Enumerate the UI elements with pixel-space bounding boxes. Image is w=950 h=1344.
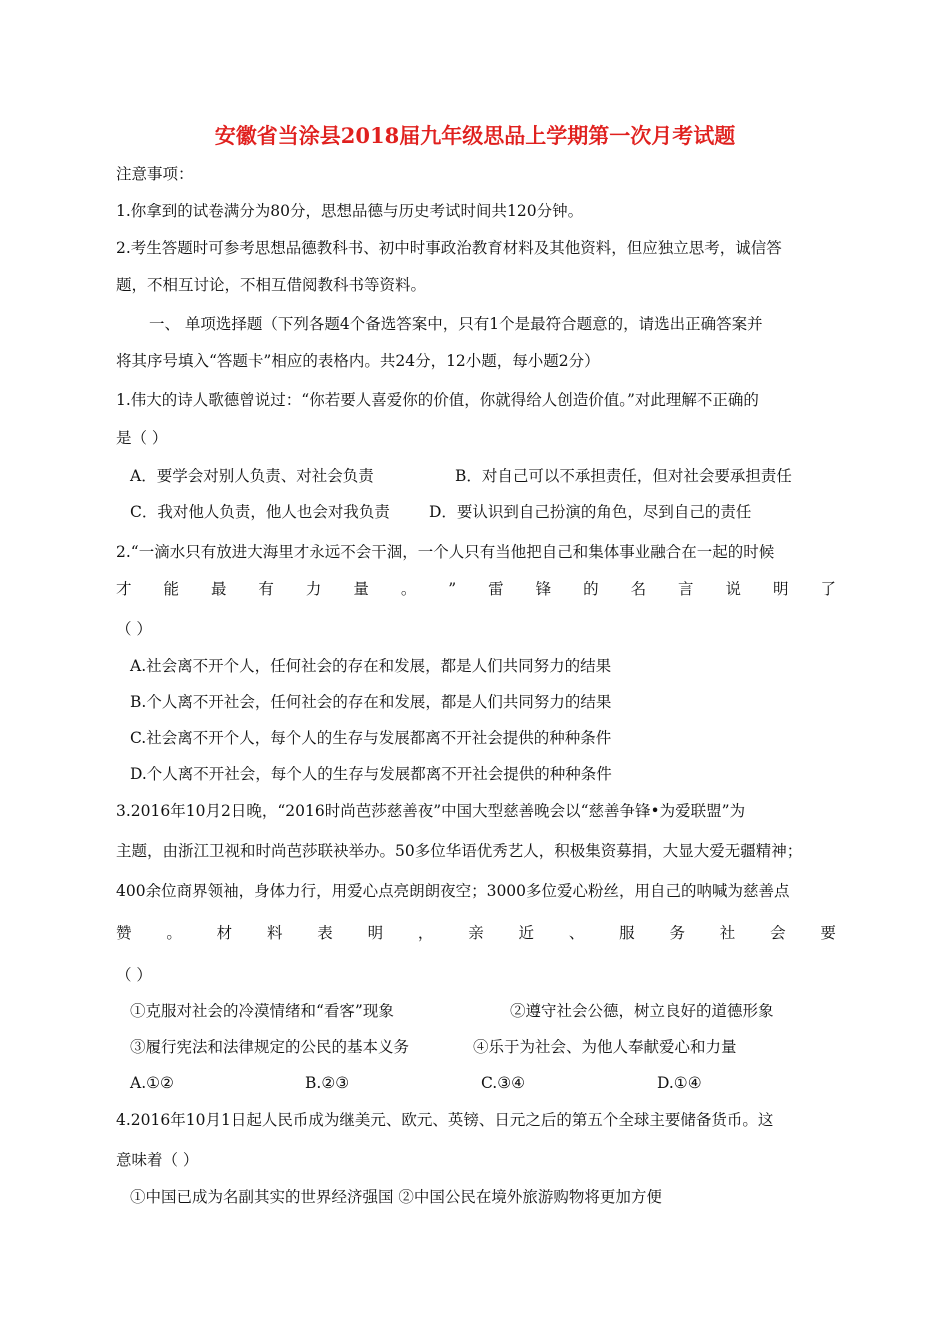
stem-char: 有: [258, 580, 274, 598]
answer-blank: 是（ ）: [116, 429, 168, 447]
question-stem: 2.“一滴水只有放进大海里才永远不会干涸，一个人只有当他把自己和集体事业融合在一起的时候: [116, 543, 775, 561]
stem-char: 的: [583, 580, 599, 598]
stem-char: 说: [725, 580, 742, 598]
option-a: A.社会离不开个人，任何社会的存在和发展，都是人们共同努力的结果: [130, 657, 612, 675]
notes-heading: 注意事项：: [116, 165, 194, 183]
stem-char: 、: [568, 924, 585, 942]
stem-char: 赞: [116, 924, 132, 942]
stem-char: 会: [770, 924, 786, 942]
section-heading: 一、 单项选择题（下列各题4个备选答案中，只有1个是最符合题意的，请选出正确答案并: [149, 315, 763, 333]
stem-char: 锋: [535, 580, 552, 598]
stem-char: 能: [163, 580, 179, 598]
stem-char: 材: [216, 924, 233, 942]
answer-blank: （ ）: [116, 620, 152, 638]
stem-char: 力: [305, 580, 322, 598]
stem-char: 亲: [468, 924, 484, 942]
stem-char: 言: [678, 580, 694, 598]
question-stem-justified: [116, 578, 836, 600]
stem-char: 表: [317, 924, 333, 942]
stem-char: 服: [619, 924, 635, 942]
option-a: A.①②: [130, 1074, 174, 1092]
question-stem-justified: [116, 922, 836, 944]
option-b: B．对自己可以不承担责任，但对社会要承担责任: [455, 467, 792, 485]
question-stem: 400余位商界领袖，身体力行，用爱心点亮朗朗夜空；3000多位爱心粉丝，用自己的呐喊为慈善点: [116, 882, 790, 900]
note-line: 1.你拿到的试卷满分为80分，思想品德与历史考试时间共120分钟。: [116, 202, 584, 220]
stem-char: 近: [518, 924, 535, 942]
stem-char: ”: [448, 580, 457, 598]
note-line: 2.考生答题时可参考思想品德教科书、初中时事政治教育材料及其他资料，但应独立思考，诚信答: [116, 239, 782, 257]
section-heading: 将其序号填入“答题卡”相应的表格内。共24分，12小题，每小题2分）: [116, 352, 600, 370]
option-a: A．要学会对别人负责、对社会负责: [130, 467, 374, 485]
page-title: 安徽省当涂县2018届九年级思品上学期第一次月考试题: [214, 123, 736, 148]
stem-char: 才: [116, 580, 132, 598]
question-stem: 4.2016年10月1日起人民币成为继美元、欧元、英镑、日元之后的第五个全球主要储备货币。这: [116, 1111, 774, 1129]
option-d: D.①④: [657, 1074, 702, 1092]
stem-char: 最: [210, 580, 227, 598]
stem-char: 社: [719, 924, 736, 942]
answer-blank: （ ）: [116, 966, 152, 984]
statement-item: ②遵守社会公德，树立良好的道德形象: [510, 1002, 774, 1020]
stem-char: 务: [669, 924, 685, 942]
stem-char: 名: [630, 580, 647, 598]
stem-char: 了: [820, 580, 836, 598]
answer-blank: 意味着（ ）: [116, 1151, 199, 1169]
option-d: D.个人离不开社会，每个人的生存与发展都离不开社会提供的种种条件: [130, 765, 612, 783]
stem-char: 要: [820, 924, 836, 942]
question-stem: 1.伟大的诗人歌德曾说过：“你若要人喜爱你的价值，你就得给人创造价值。”对此理解不正确的: [116, 391, 759, 409]
option-c: C.社会离不开个人，每个人的生存与发展都离不开社会提供的种种条件: [130, 729, 612, 747]
statement-item: ④乐于为社会、为他人奉献爱心和力量: [473, 1038, 737, 1056]
stem-char: 料: [266, 924, 283, 942]
option-c: C.③④: [481, 1074, 526, 1092]
statement-item: ③履行宪法和法律规定的公民的基本义务: [130, 1038, 410, 1056]
stem-char: 。: [400, 580, 417, 598]
stem-char: 量: [353, 580, 369, 598]
option-d: D．要认识到自己扮演的角色，尽到自己的责任: [429, 503, 752, 521]
option-c: C．我对他人负责，他人也会对我负责: [130, 503, 390, 521]
stem-char: ，: [417, 924, 434, 942]
option-b: B.②③: [305, 1074, 350, 1092]
option-b: B.个人离不开社会，任何社会的存在和发展，都是人们共同努力的结果: [130, 693, 612, 711]
statement-item: ①中国已成为名副其实的世界经济强国 ②中国公民在境外旅游购物将更加方便: [130, 1188, 662, 1206]
question-stem: 3.2016年10月2日晚，“2016时尚芭莎慈善夜”中国大型慈善晚会以“慈善争锋•为爱联盟”为: [116, 802, 746, 820]
question-stem: 主题，由浙江卫视和时尚芭莎联袂举办。50多位华语优秀艺人，积极集资募捐，大显大爱无疆精神；: [116, 842, 803, 860]
stem-char: 雷: [488, 580, 504, 598]
note-line: 题，不相互讨论，不相互借阅教科书等资料。: [116, 276, 427, 294]
stem-char: 。: [166, 924, 182, 942]
statement-item: ①克服对社会的冷漠情绪和“看客”现象: [130, 1002, 394, 1020]
stem-char: 明: [772, 580, 789, 598]
stem-char: 明: [367, 924, 384, 942]
